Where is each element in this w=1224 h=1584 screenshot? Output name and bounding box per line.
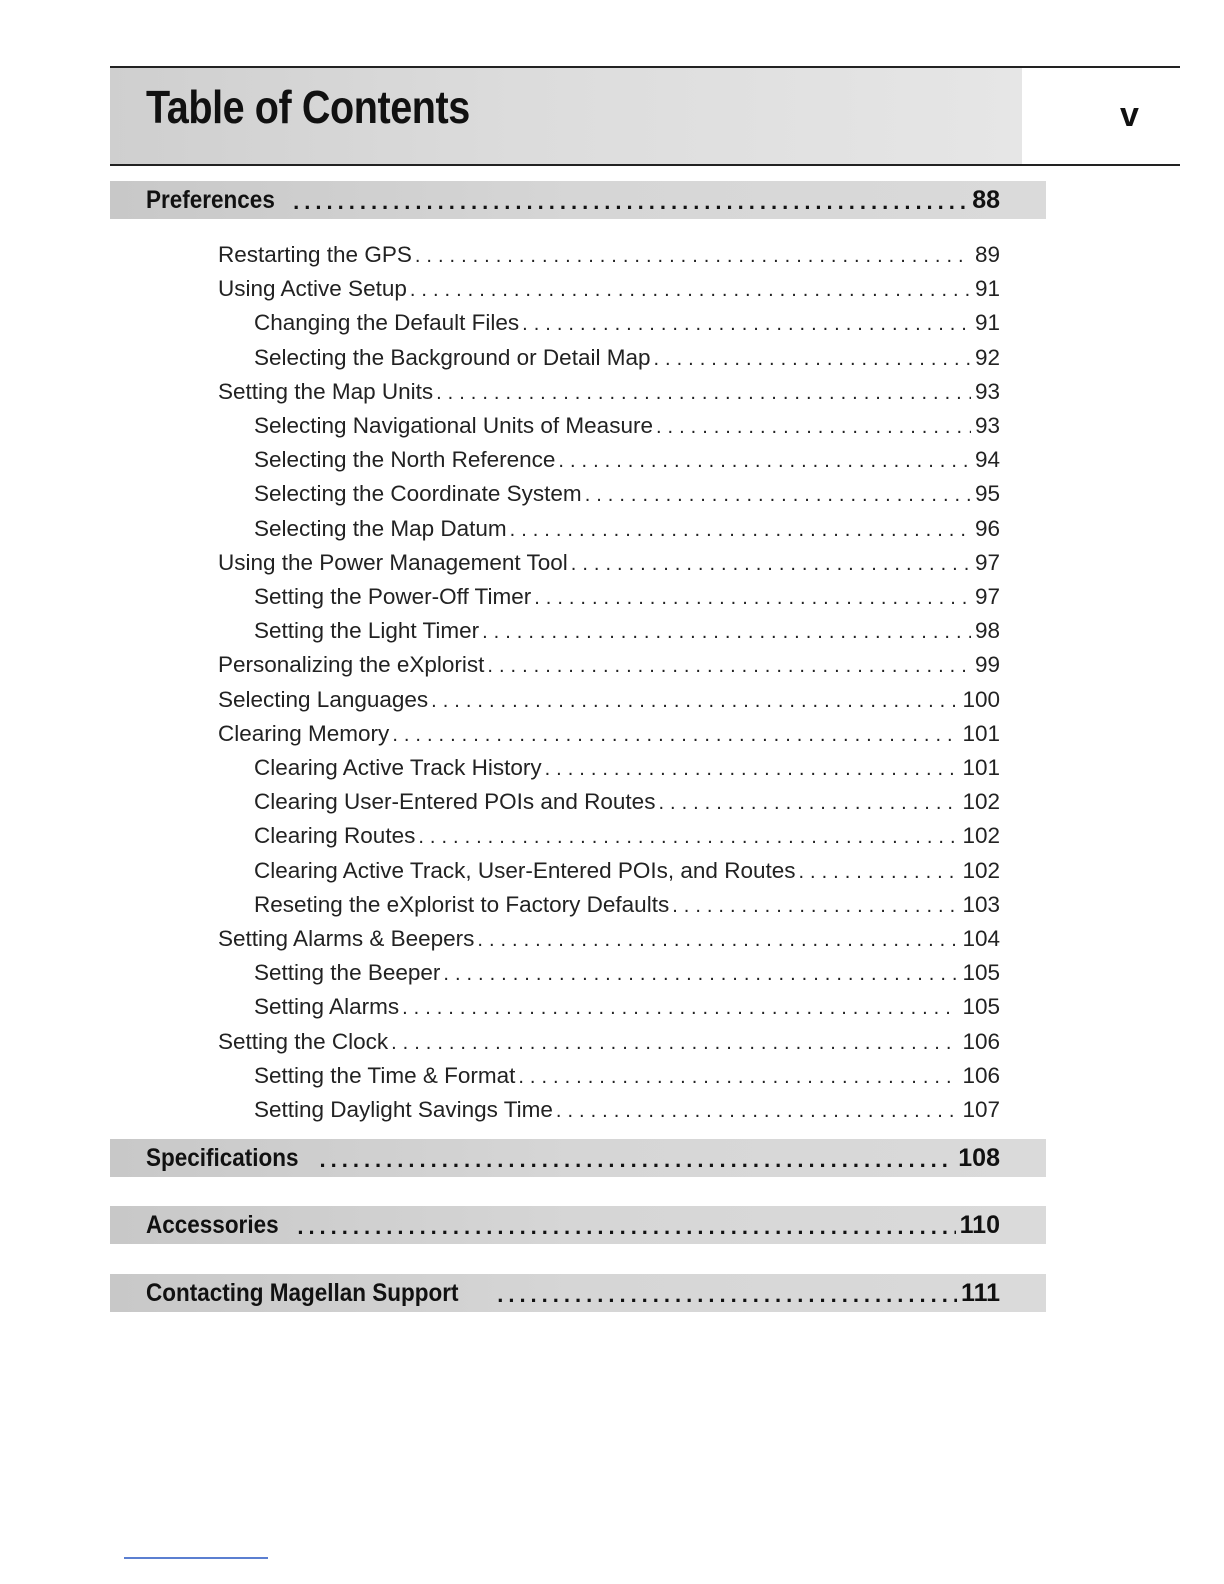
toc-entry[interactable] [254,1055,1000,1089]
entry-page: 106 [962,1028,1000,1054]
leader-dots [571,553,971,576]
entry-page: 91 [974,310,1000,336]
leader-dots [534,587,971,610]
entry-title: Setting the Light Timer [254,618,480,644]
leader-dots [497,1282,957,1308]
section-preferences[interactable] [110,181,1046,219]
leader-dots [297,1214,955,1240]
toc-entry[interactable] [254,576,1000,610]
entry-title: Clearing Active Track History [254,755,542,780]
entry-page: 93 [974,378,1000,404]
entry-title: Clearing Memory [218,720,390,746]
leader-dots [410,279,971,302]
toc-entry[interactable] [254,439,1000,473]
leader-dots [443,963,958,986]
leader-dots [656,416,971,439]
toc-entry[interactable] [254,986,1000,1020]
toc-entry[interactable] [254,884,1000,918]
entry-page: 103 [962,891,1000,917]
entry-page: 98 [974,618,1000,644]
toc-entry[interactable] [254,1089,1000,1123]
entry-title: Using Active Setup [218,276,407,302]
toc-entry[interactable] [218,268,1000,302]
entry-title: Clearing User-Entered POIs and Routes [254,789,656,815]
entry-page: 100 [962,686,1000,712]
entry-page: 97 [974,549,1000,575]
entry-page: 99 [974,652,1000,678]
entry-page: 102 [962,823,1000,849]
entry-page: 102 [962,857,1000,883]
section-title: Contacting Magellan Support [146,1279,459,1307]
toc-entry[interactable] [254,610,1000,644]
leader-dots [510,519,971,542]
leader-dots [436,382,971,405]
leader-dots [482,621,971,644]
leader-dots [293,189,968,215]
leader-dots [431,690,958,713]
entry-page: 96 [974,515,1000,541]
entry-title: Reseting the eXplorist to Factory Defaults [254,891,670,917]
toc-entry[interactable] [218,918,1000,952]
leader-dots [522,313,971,336]
entry-title: Changing the Default Files [254,310,520,336]
leader-dots [477,929,958,952]
entry-page: 94 [974,447,1000,473]
leader-dots [653,348,970,371]
entry-page: 92 [974,344,1000,370]
entry-title: Selecting the Background or Detail Map [254,344,651,370]
section-specifications[interactable] [110,1139,1046,1177]
toc-entry[interactable] [254,952,1000,986]
entry-title: Personalizing the eXplorist [218,652,485,678]
entry-page: 89 [974,242,1000,267]
entry-title: Setting the Power-Off Timer [254,584,532,609]
footer-rule [124,1557,268,1559]
toc-entry[interactable] [254,405,1000,439]
entry-title: Setting Alarms [254,994,400,1020]
entry-title: Clearing Routes [254,823,416,849]
toc-entry[interactable] [218,644,1000,678]
entry-title: Setting Daylight Savings Time [254,1097,553,1122]
title-band [110,66,1180,170]
entry-title: Setting the Time & Format [254,1062,516,1088]
entry-title: Restarting the GPS [218,242,412,267]
entry-title: Selecting the Map Datum [254,515,507,541]
entry-page: 102 [962,789,1000,815]
toc-entry[interactable] [218,234,1000,268]
section-title: Specifications [146,1144,299,1172]
leader-dots [672,895,958,918]
leader-dots [558,450,971,473]
entry-title: Selecting Navigational Units of Measure [254,413,653,438]
section-page: 108 [958,1144,1000,1172]
section-accessories[interactable] [110,1206,1046,1244]
section-page: 88 [972,186,1000,214]
toc-entry[interactable] [218,542,1000,576]
entry-title: Selecting the North Reference [254,447,556,473]
bottom-rule [110,164,1180,166]
section-contacting-support[interactable] [110,1274,1046,1312]
entry-page: 91 [974,276,1000,302]
entry-title: Using the Power Management Tool [218,549,568,575]
entry-page: 105 [962,994,1000,1020]
section-page: 110 [959,1211,1000,1239]
toc-entry[interactable] [254,337,1000,371]
toc-entry[interactable] [254,747,1000,781]
leader-dots [392,724,958,747]
leader-dots [391,1032,958,1055]
entry-page: 101 [962,720,1000,746]
section-title: Accessories [146,1211,279,1239]
section-title: Preferences [146,186,275,214]
entry-title: Selecting the Coordinate System [254,481,582,507]
toc-entry[interactable] [254,473,1000,507]
entry-page: 95 [974,481,1000,507]
entry-title: Selecting Languages [218,686,429,712]
entry-page: 106 [962,1062,1000,1088]
page-title: Table of Contents [146,81,470,133]
toc-entry[interactable] [218,371,1000,405]
entry-page: 105 [962,960,1000,986]
toc-entry[interactable] [254,302,1000,336]
entry-page: 107 [962,1097,1000,1122]
toc-entry[interactable] [254,781,1000,815]
entry-page: 101 [962,755,1000,780]
leader-dots [320,1147,955,1173]
leader-dots [518,1066,958,1089]
page-number: v [1120,96,1139,134]
leader-dots [798,861,958,884]
leader-dots [545,758,959,781]
entry-page: 97 [974,584,1000,609]
leader-dots [487,655,971,678]
toc-entry[interactable] [218,713,1000,747]
entry-title: Setting Alarms & Beepers [218,926,475,951]
toc-entry[interactable] [218,679,1000,713]
leader-dots [402,997,958,1020]
toc-entry[interactable] [254,815,1000,849]
leader-dots [658,792,958,815]
toc-entry[interactable] [218,1021,1000,1055]
entry-title: Setting the Map Units [218,378,434,404]
leader-dots [418,826,958,849]
leader-dots [415,245,971,268]
leader-dots [585,484,971,507]
entry-title: Setting the Clock [218,1028,389,1054]
entry-page: 104 [962,926,1000,951]
toc-entry[interactable] [254,850,1000,884]
toc-entry[interactable] [254,508,1000,542]
entry-title: Clearing Active Track, User-Entered POIs, and Routes [254,857,796,883]
entry-title: Setting the Beeper [254,960,441,986]
leader-dots [556,1100,959,1123]
entry-page: 93 [974,413,1000,438]
section-page: 111 [961,1279,1000,1307]
